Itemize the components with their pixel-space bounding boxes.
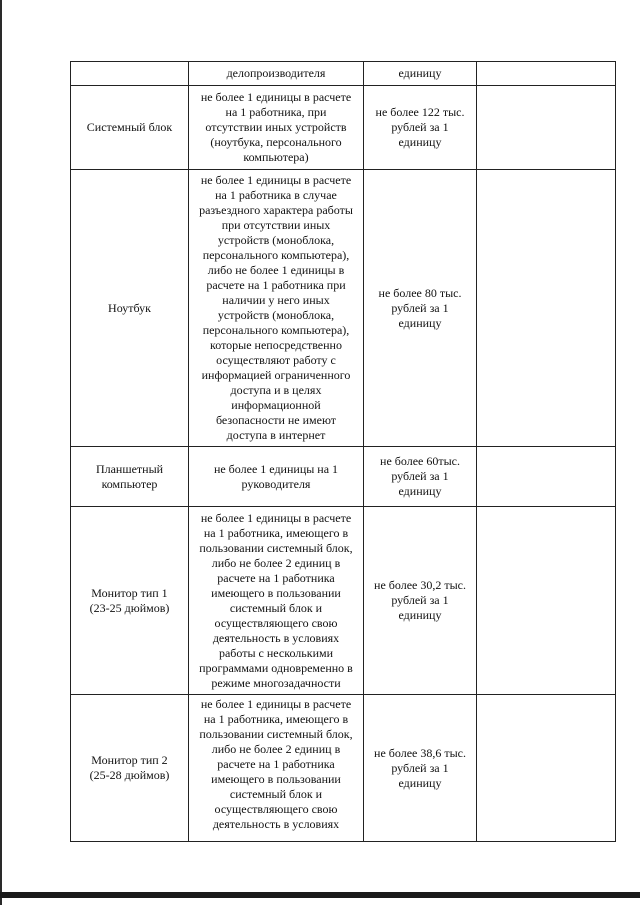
price-cell: не более 122 тыс. рублей за 1 единицу bbox=[364, 86, 477, 170]
device-cell: Монитор тип 2 (25-28 дюймов) bbox=[71, 695, 189, 842]
norm-cell: делопроизводителя bbox=[189, 62, 364, 86]
note-cell bbox=[477, 86, 616, 170]
scan-edge-left bbox=[0, 0, 2, 905]
price-cell: единицу bbox=[364, 62, 477, 86]
price-cell: не более 38,6 тыс. рублей за 1 единицу bbox=[364, 695, 477, 842]
table-row-monitor-type-1 bbox=[71, 507, 616, 695]
norm-cell: не более 1 единицы на 1 руководителя bbox=[189, 447, 364, 507]
norm-cell: не более 1 единицы в расчете на 1 работника, имеющего в пользовании системный блок, либо не более 2 единиц в расчете на 1 работника имеющего в пользовании системный блок и осуществляющего свою деятельность в условиях работы с несколькими программами одновременно в режиме многозадачности bbox=[189, 507, 364, 695]
table-row-system-unit bbox=[71, 86, 616, 170]
device-cell: Ноутбук bbox=[71, 170, 189, 447]
table-row-laptop bbox=[71, 170, 616, 447]
note-cell bbox=[477, 507, 616, 695]
equipment-norms-table bbox=[70, 61, 616, 842]
note-cell bbox=[477, 62, 616, 86]
price-cell: не более 60тыс. рублей за 1 единицу bbox=[364, 447, 477, 507]
note-cell bbox=[477, 447, 616, 507]
device-cell: Монитор тип 1 (23-25 дюймов) bbox=[71, 507, 189, 695]
scan-edge-bottom bbox=[0, 892, 640, 898]
device-cell bbox=[71, 62, 189, 86]
norm-cell: не более 1 единицы в расчете на 1 работника, имеющего в пользовании системный блок, либо не более 2 единиц в расчете на 1 работника имеющего в пользовании системный блок и осуществляющего свою деятельность в условиях bbox=[189, 695, 364, 842]
norm-cell: не более 1 единицы в расчете на 1 работника в случае разъездного характера работы при отсутствии иных устройств (моноблока, персонального компьютера), либо не более 1 единицы в расчете на 1 работника при наличии у него иных устройств (моноблока, персонального компьютера), которые непосредственно осуществляют работу с информацией ограниченного доступа и в целях информационной безопасности не имеют доступа в интернет bbox=[189, 170, 364, 447]
table-row-continued-header bbox=[71, 62, 616, 86]
price-cell: не более 30,2 тыс. рублей за 1 единицу bbox=[364, 507, 477, 695]
note-cell bbox=[477, 170, 616, 447]
note-cell bbox=[477, 695, 616, 842]
device-cell: Системный блок bbox=[71, 86, 189, 170]
norm-cell: не более 1 единицы в расчете на 1 работника, при отсутствии иных устройств (ноутбука, персонального компьютера) bbox=[189, 86, 364, 170]
device-cell: Планшетный компьютер bbox=[71, 447, 189, 507]
price-cell: не более 80 тыс. рублей за 1 единицу bbox=[364, 170, 477, 447]
table-row-tablet bbox=[71, 447, 616, 507]
table-row-monitor-type-2 bbox=[71, 695, 616, 842]
